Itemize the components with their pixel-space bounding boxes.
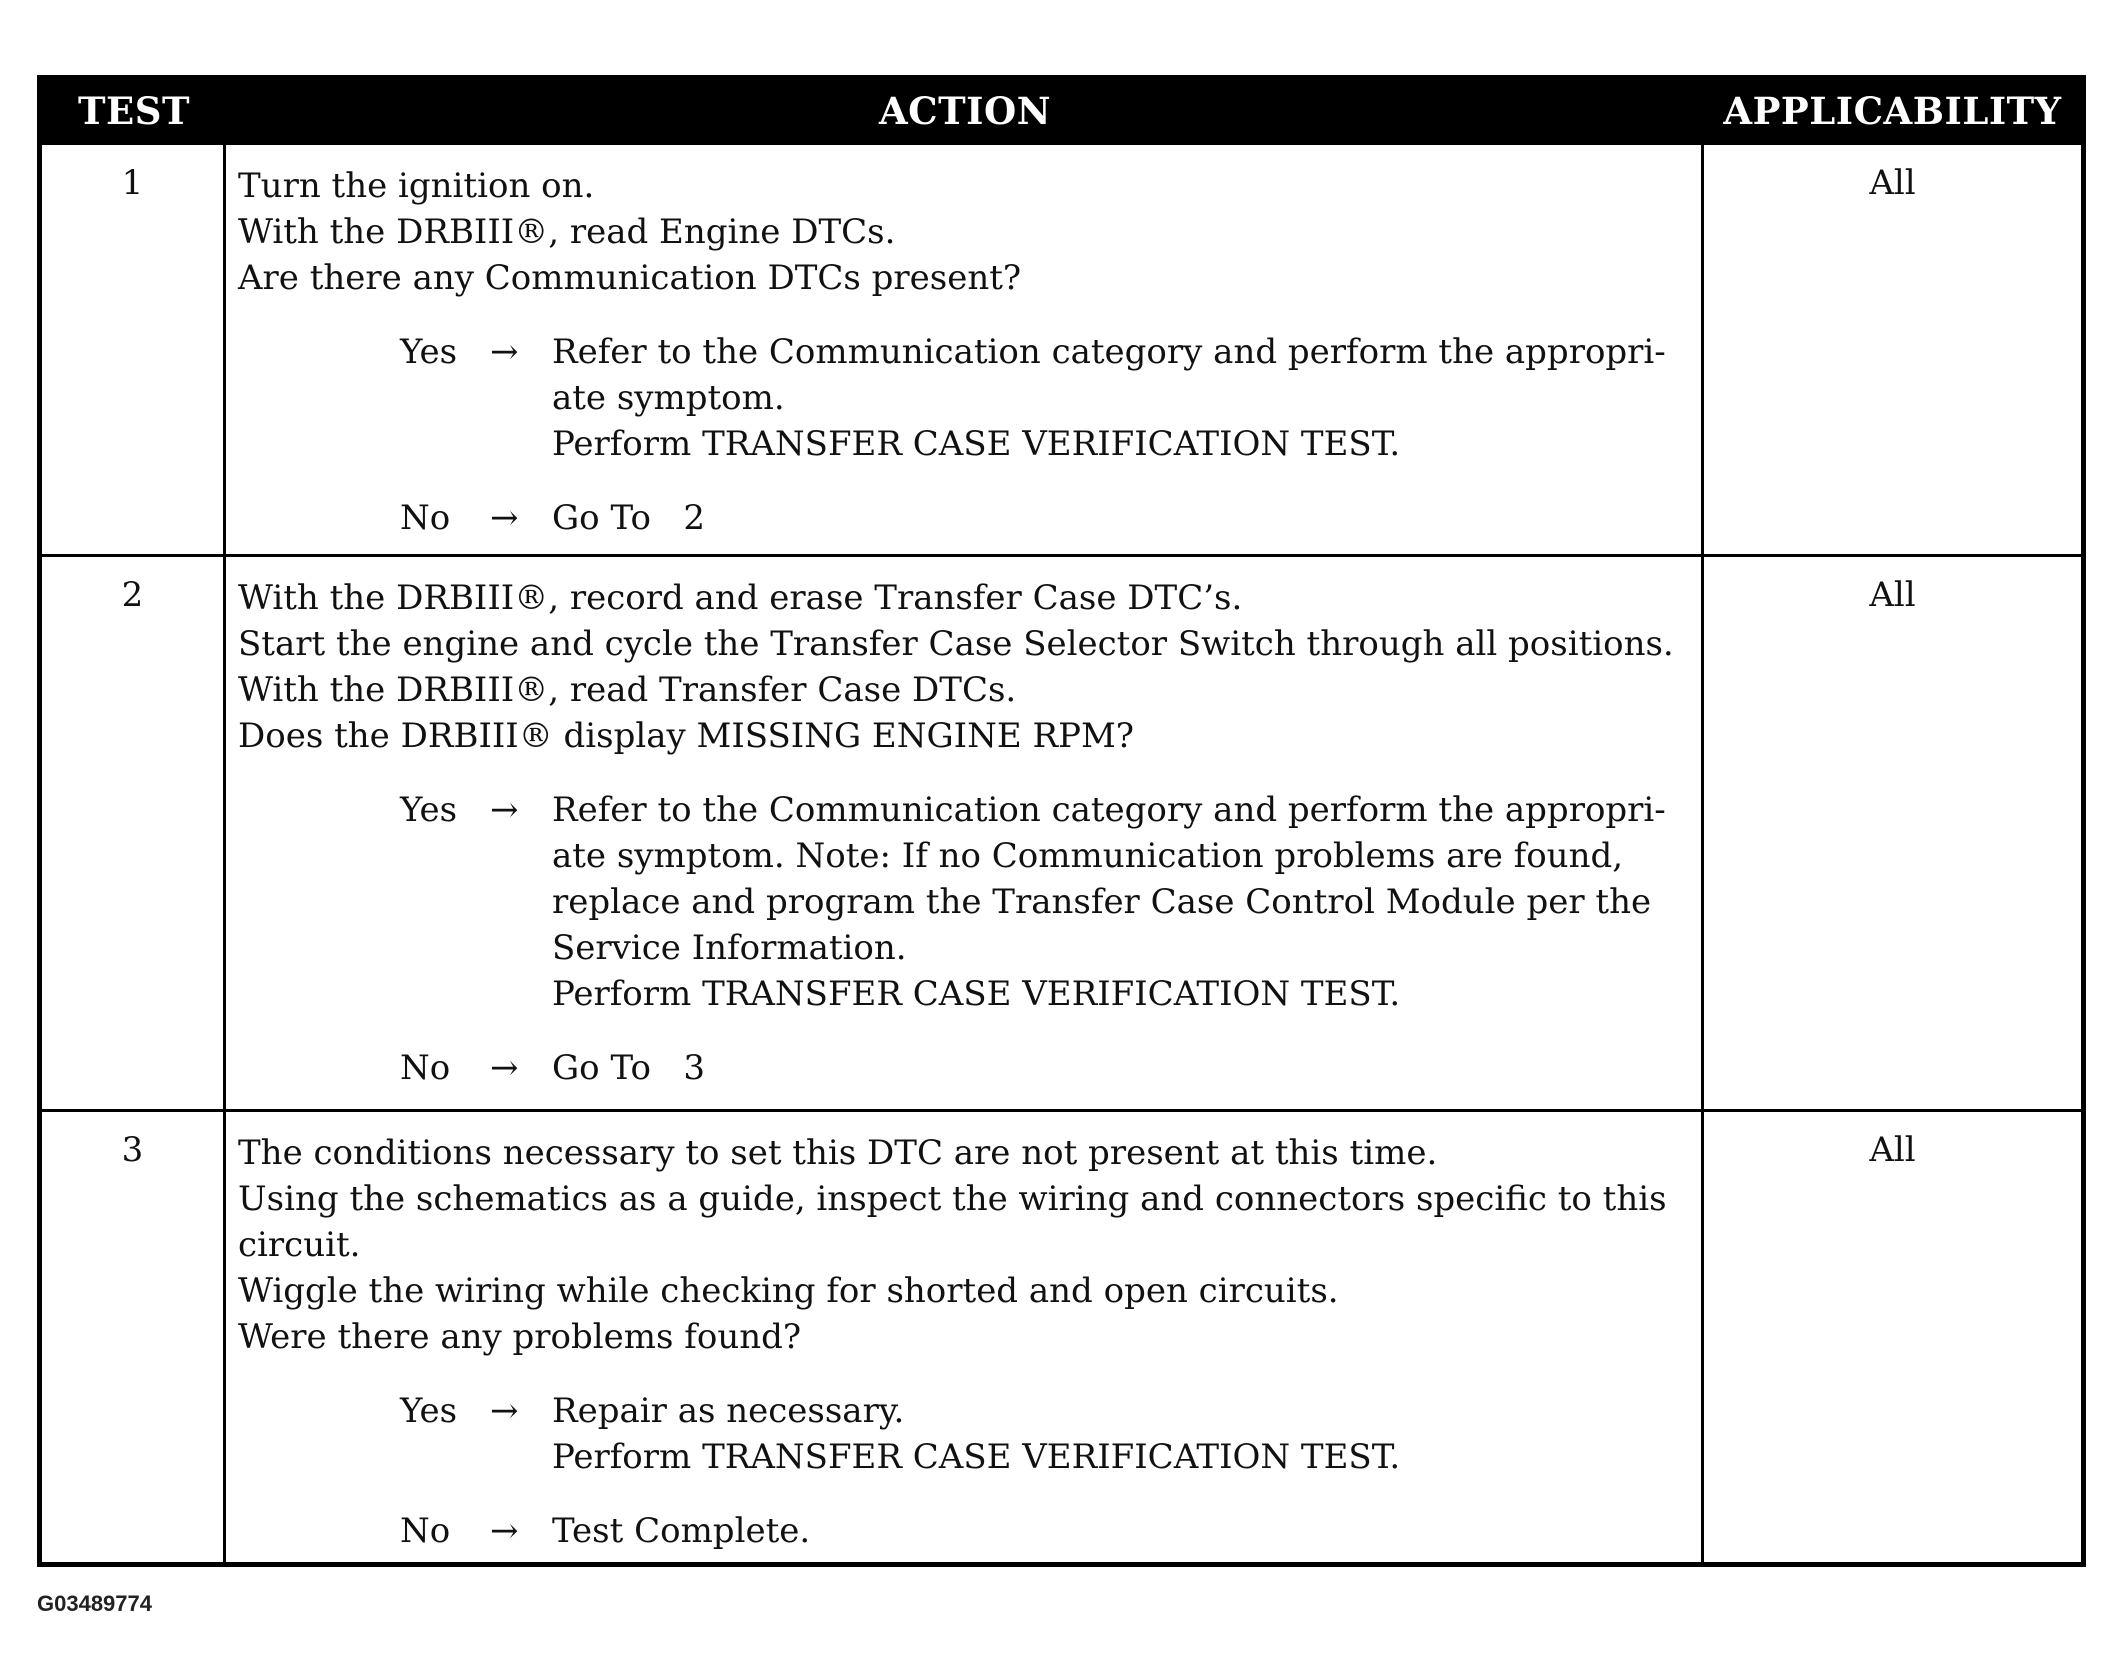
- action-cell: [226, 145, 1704, 554]
- result-line: Refer to the Communication category and perform the appropri-: [552, 790, 1666, 830]
- action-line: Wiggle the wiring while checking for shorted and open circuits.: [238, 1271, 1339, 1311]
- action-cell: [226, 557, 1704, 1109]
- yes-branch: [400, 787, 1693, 1017]
- right-arrow-icon: →: [490, 1391, 519, 1431]
- no-branch: [400, 495, 1693, 541]
- result-line: replace and program the Transfer Case Control Module per the: [552, 882, 1652, 922]
- action-line: The conditions necessary to set this DTC are not present at this time.: [238, 1133, 1438, 1173]
- result-line: Perform TRANSFER CASE VERIFICATION TEST.: [552, 974, 1401, 1014]
- right-arrow-icon: →: [490, 790, 519, 830]
- result-line: ate symptom.: [552, 378, 785, 418]
- test-number: 1: [42, 145, 226, 554]
- right-arrow-icon: →: [490, 498, 519, 538]
- result-line: Service Information.: [552, 928, 907, 968]
- table-header: [42, 80, 2081, 142]
- yes-label: Yes: [400, 1391, 458, 1431]
- no-branch: [400, 1045, 1693, 1091]
- result-line: ate symptom. Note: If no Communication problems are found,: [552, 836, 1624, 876]
- action-line: Does the DRBIII® display MISSING ENGINE RPM?: [238, 716, 1134, 756]
- header-applicability: APPLICABILITY: [1723, 89, 2062, 133]
- header-test: TEST: [78, 89, 190, 133]
- table-row: [42, 554, 2081, 1109]
- right-arrow-icon: →: [490, 332, 519, 372]
- yes-branch: [400, 329, 1693, 467]
- action-line: circuit.: [238, 1225, 361, 1265]
- figure-code: G03489774: [37, 1591, 152, 1616]
- yes-result: [552, 787, 1693, 1017]
- applicability-value: All: [1869, 575, 1916, 615]
- action-line: Are there any Communication DTCs present?: [238, 258, 1022, 298]
- no-result: Test Complete.: [552, 1511, 811, 1551]
- action-line: Start the engine and cycle the Transfer Case Selector Switch through all positions.: [238, 624, 1674, 664]
- yes-label: Yes: [400, 332, 458, 372]
- table-row: [42, 142, 2081, 554]
- yes-result: [552, 1388, 1693, 1480]
- yes-result: [552, 329, 1693, 467]
- result-line: Repair as necessary.: [552, 1391, 905, 1431]
- test-number: 3: [42, 1112, 226, 1562]
- result-line: Refer to the Communication category and perform the appropri-: [552, 332, 1666, 372]
- yes-branch: [400, 1388, 1693, 1480]
- yes-label: Yes: [400, 790, 458, 830]
- action-line: With the DRBIII®, read Engine DTCs.: [238, 212, 896, 252]
- no-label: No: [400, 1511, 451, 1551]
- no-branch: [400, 1508, 1693, 1554]
- applicability-value: All: [1869, 1130, 1916, 1170]
- diagnostic-test-table: [37, 75, 2086, 1567]
- right-arrow-icon: →: [490, 1048, 519, 1088]
- action-line: Were there any problems found?: [238, 1317, 802, 1357]
- no-result: Go To 3: [552, 1048, 705, 1088]
- action-line: Turn the ignition on.: [238, 166, 595, 206]
- test-number: 2: [42, 557, 226, 1109]
- action-line: With the DRBIII®, read Transfer Case DTCs.: [238, 670, 1017, 710]
- applicability-value: All: [1869, 163, 1916, 203]
- action-line: Using the schematics as a guide, inspect the wiring and connectors specific to this: [238, 1179, 1667, 1219]
- header-action: ACTION: [878, 89, 1052, 133]
- action-line: With the DRBIII®, record and erase Transfer Case DTC’s.: [238, 578, 1243, 618]
- no-result: Go To 2: [552, 498, 705, 538]
- result-line: Perform TRANSFER CASE VERIFICATION TEST.: [552, 1437, 1401, 1477]
- action-cell: [226, 1112, 1704, 1562]
- right-arrow-icon: →: [490, 1511, 519, 1551]
- no-label: No: [400, 498, 451, 538]
- table-row: [42, 1109, 2081, 1562]
- result-line: Perform TRANSFER CASE VERIFICATION TEST.: [552, 424, 1401, 464]
- no-label: No: [400, 1048, 451, 1088]
